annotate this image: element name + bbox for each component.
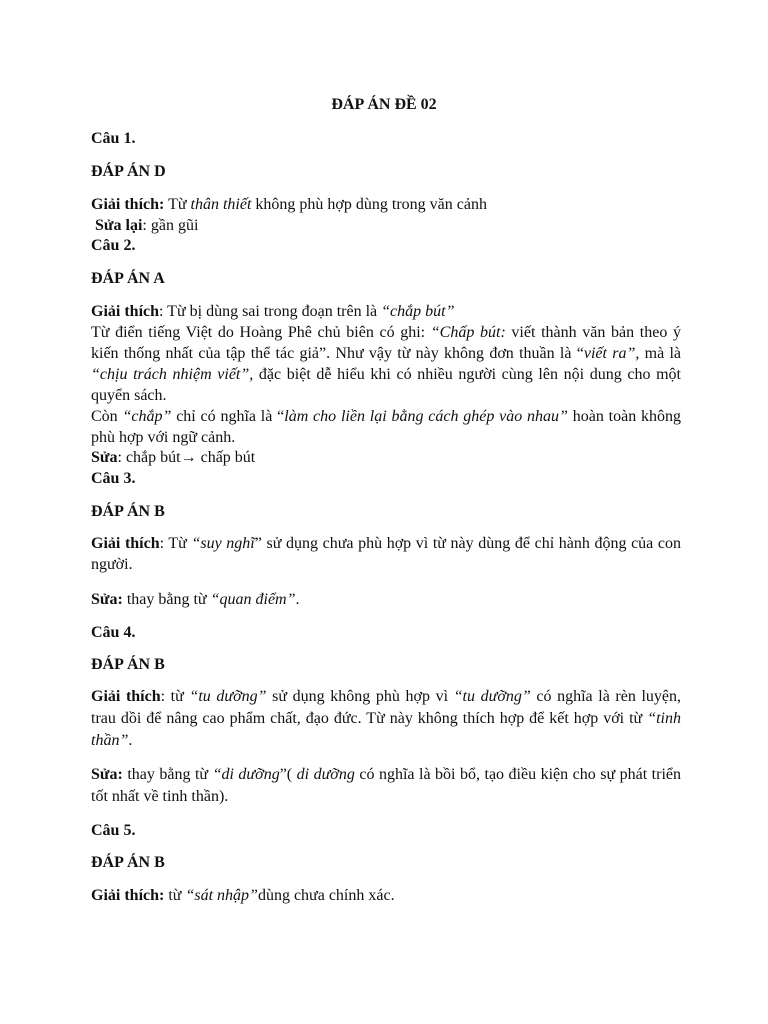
- question-1-heading-text: Câu 1.: [91, 130, 136, 147]
- question-2-heading: [91, 235, 681, 256]
- explain-label: Giải thích:: [91, 887, 165, 904]
- question-5-answer-text: ĐÁP ÁN B: [91, 854, 165, 871]
- question-5-explanation: [91, 885, 681, 906]
- question-4-answer: [91, 654, 681, 675]
- highlighted-word: “suy nghĩ: [191, 535, 255, 552]
- question-3-explanation: [91, 533, 681, 575]
- explanation-text: không phù hợp dùng trong văn cảnh: [251, 196, 487, 213]
- paragraph-text: đặc biệt dễ hiểu khi có nhiều người cùng lên nội dung cho một quyển sách.: [91, 366, 682, 404]
- highlighted-word: làm cho liền lại bằng cách ghép vào nhau”: [284, 408, 568, 425]
- fix-text: .: [295, 591, 300, 608]
- explain-label: Giải thích: [91, 303, 160, 320]
- highlighted-word: “tu dưỡng”: [453, 688, 531, 705]
- question-4-fix: [91, 764, 681, 808]
- paragraph-text: , mà là: [635, 345, 681, 362]
- explanation-text: .: [128, 732, 133, 749]
- paragraph-text: hoàn toàn không phù hợp với ngữ cảnh.: [91, 408, 682, 446]
- fix-text: : chắp bút: [117, 449, 181, 466]
- highlighted-word: “tinh thần”: [91, 710, 681, 749]
- question-4-heading: [91, 622, 681, 643]
- explain-label: Giải thích:: [91, 196, 165, 213]
- fix-text: thay bằng từ: [122, 591, 211, 608]
- question-4-heading-text: Câu 4.: [91, 624, 136, 641]
- paragraph-text: chỉ có nghĩa là “: [171, 408, 285, 425]
- question-2-answer-text: ĐÁP ÁN A: [91, 270, 165, 287]
- question-3-fix: [91, 589, 681, 610]
- question-1-heading: [91, 128, 681, 149]
- question-1-answer: [91, 161, 681, 182]
- question-2-answer: [91, 268, 681, 289]
- fix-text: ”(: [279, 766, 297, 783]
- question-3-answer-text: ĐÁP ÁN B: [91, 503, 165, 520]
- highlighted-word: “quan điểm”: [210, 591, 296, 608]
- highlighted-word: “di dưỡng: [212, 766, 280, 783]
- question-2-dictionary-paragraph: [91, 322, 681, 406]
- question-2-explanation: [91, 301, 681, 322]
- highlighted-word: “chịu trách nhiệm viết”,: [91, 366, 254, 383]
- highlighted-word: thân thiết: [190, 196, 252, 213]
- question-5-heading-text: Câu 5.: [91, 822, 136, 839]
- fix-label: Sửa: [91, 449, 118, 466]
- explanation-text: : Từ bị dùng sai trong đoạn trên là: [159, 303, 382, 320]
- question-2-heading-text: Câu 2.: [91, 237, 136, 254]
- question-1-explanation: [91, 194, 681, 215]
- fix-label: Sửa:: [91, 766, 123, 783]
- question-3-heading-text: Câu 3.: [91, 470, 136, 487]
- paragraph-text: viết thành văn bản theo ý kiến thống nhất của tập thể tác giả”. Như vậy từ này không đơn thuần là “: [91, 324, 681, 362]
- fix-text: có nghĩa là bồi bổ, tạo điều kiện cho sự phát triển tốt nhất về tinh thần).: [91, 766, 681, 805]
- explain-label: Giải thích: [91, 535, 160, 552]
- question-4-explanation: [91, 686, 681, 752]
- question-4-answer-text: ĐÁP ÁN B: [91, 656, 165, 673]
- highlighted-word: “chắp”: [122, 408, 172, 425]
- fix-text: chấp bút: [196, 449, 256, 466]
- explanation-text: có nghĩa là rèn luyện, trau dồi để nâng cao phẩm chất, đạo đức. Từ này không thích hợp để kết hợp với từ: [91, 688, 681, 727]
- explanation-text: : từ: [160, 688, 190, 705]
- fix-text: thay bằng từ: [122, 766, 213, 783]
- explanation-text: ” sử dụng chưa phù hợp vì từ này dùng để chỉ hành động của con người.: [91, 535, 681, 573]
- explanation-text: : Từ: [159, 535, 192, 552]
- question-3-answer: [91, 501, 681, 522]
- explanation-text: sử dụng không phù hợp vì: [266, 688, 454, 705]
- question-1-fix: [95, 215, 685, 236]
- question-5-answer: [91, 852, 681, 873]
- highlighted-word: “tu dưỡng”: [189, 688, 267, 705]
- paragraph-text: Còn: [91, 408, 123, 425]
- fix-text: : gần gũi: [142, 217, 199, 234]
- highlighted-word: “chắp bút”: [381, 303, 455, 320]
- highlighted-word: di dưỡng: [296, 766, 355, 783]
- fix-label: Sửa:: [91, 591, 123, 608]
- arrow-icon: →: [180, 449, 197, 466]
- question-1-answer-text: ĐÁP ÁN D: [91, 163, 166, 180]
- question-2-fix: [91, 447, 681, 468]
- question-2-comparison-paragraph: [91, 406, 681, 448]
- question-3-heading: [91, 468, 681, 489]
- question-5-heading: [91, 820, 681, 841]
- highlighted-word: “sát nhập”: [185, 887, 258, 904]
- highlighted-word: viết ra”: [583, 345, 636, 362]
- explain-label: Giải thích: [91, 688, 161, 705]
- highlighted-word: “Chấp bút:: [430, 324, 506, 341]
- explanation-text: từ: [164, 887, 186, 904]
- paragraph-text: Từ điển tiếng Việt do Hoàng Phê chủ biên có ghi:: [91, 324, 431, 341]
- explanation-text: Từ: [168, 196, 191, 213]
- explanation-text: dùng chưa chính xác.: [257, 887, 395, 904]
- fix-label: Sửa lại: [95, 217, 143, 234]
- document-title: ĐÁP ÁN ĐỀ 02: [331, 96, 437, 113]
